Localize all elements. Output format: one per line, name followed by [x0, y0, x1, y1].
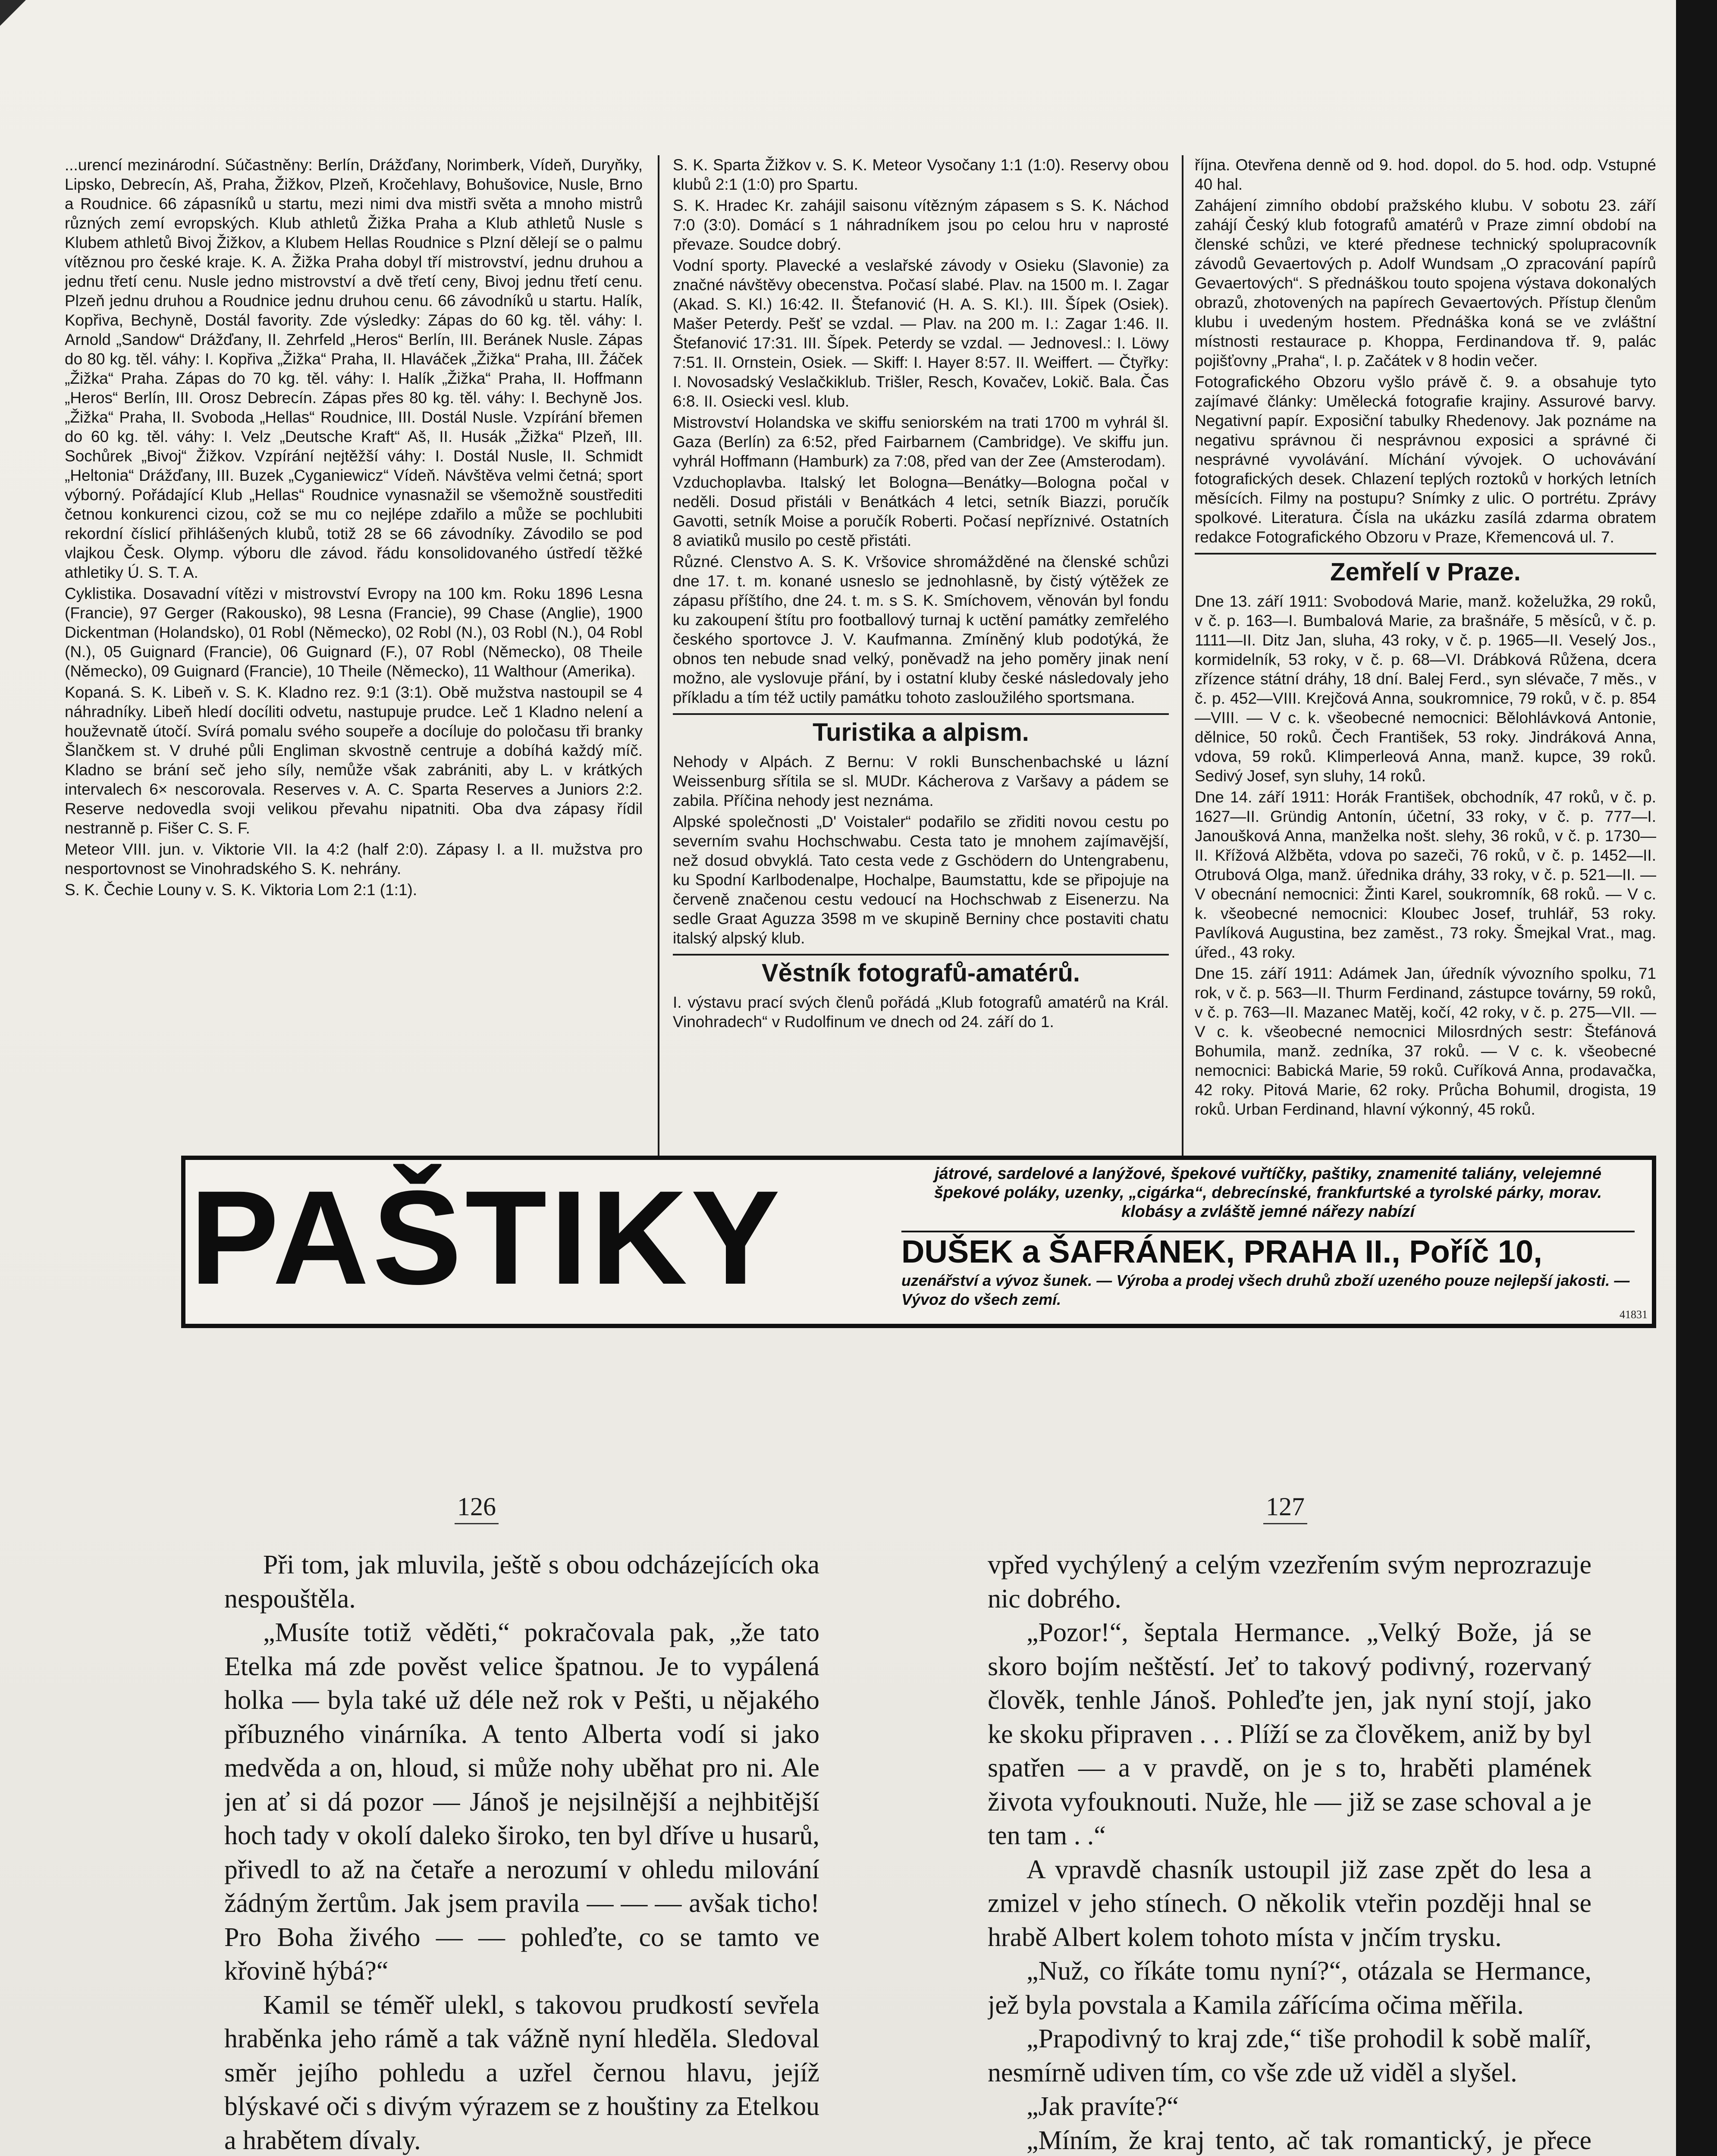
page-number-left: 126 [457, 1492, 496, 1521]
newspaper-column-2 [673, 155, 1169, 1199]
book-page-left [224, 1548, 819, 2156]
book-left-p1: „Musíte totiž věděti,“ pokračovala pak, „že tato Etelka má zde pověst velice špatnou. Je to vypálená holka — byla také už déle než rok v Pešti, u nějakého příbuzného vinárníka. A tento Alberta vodí si jako medvěda a on, hloud, si může nohy uběhat pro ni. Ale jen ať si dá pozor — Jánoš je nejsilnější a nejhbitější hoch tady v okolí daleko široko, ten byl dříve u husarů, přivedl to až na četaře a nerozumí v ohledu milování žádným žertům. Jak jsem pravila — — — avšak ticho! Pro Boha živého — — pohleďte, co se tamto ve křovině hýbá?“ [224, 1618, 819, 1986]
np-c1-p1: Cyklistika. Dosavadní vítězi v mistrovství Evropy na 100 km. Roku 1896 Lesna (Francie), 97 Gerger (Rakousko), 98 Lesna (Francie), 99 Chase (Anglie), 1900 Dickentman (Holandsko), 01 Robl (Německo), 02 Robl (N.), 03 Robl (N.), 04 Robl (N.), 05 Guignard (Francie), 06 Guignard (F.), 07 Robl (Německo), 08 Theile (Německo), 09 Guignard (Francie), 10 Theile (Německo), 11 Walthour (Amerika). [65, 585, 643, 680]
ad-product-list: játrové, sardelové a lanýžové, špekové vuřtíčky, paštiky, znamenité taliány, velejemné špekové poláky, uzenky, „cigárka“, debrecínské, frankfurtské a tyrolské párky, morav. klobásy a zvláště jemné nářezy nabízí [934, 1165, 1602, 1221]
np-c2-h2-p0: I. výstavu prací svých členů pořádá „Klub fotografů amatérů na Král. Vinohradech“ v Rudolfinum ve dnech od 24. září do 1. [673, 993, 1169, 1031]
book-right-p4: „Prapodivný to kraj zde,“ tiše prohodil k sobě malíř, nesmírně udiven tím, co vše zde už viděl a slyšel. [988, 2024, 1591, 2087]
section-heading-zemreli: Zemřelí v Praze. [1195, 553, 1656, 587]
column-rule-1 [658, 155, 659, 1199]
section-heading-vestnik: Věstník fotografů-amatérů. [673, 954, 1169, 988]
book-left-p0: Při tom, jak mluvila, ještě s obou odcházejících oka nespouštěla. [224, 1550, 819, 1614]
np-c3-h-p2: Dne 15. září 1911: Adámek Jan, úředník vývozního spolku, 71 rok, v č. p. 563—II. Thurm Ferdinand, zástupce továrny, 59 roků, v č. p. 763—II. Mazanec Matěj, kočí, 42 roky, v č. p. 275—VII. — V c. k. všeobecné nemocnici Milosrdných sestr: Štefánová Bohumila, manž. zedníka, 37 roků. — V c. k. všeobecné nemocnici: Babická Marie, 59 roků. Cuříková Anna, prodavačka, 42 roky. Pitová Marie, 62 roky. Průcha Bohumil, drogista, 19 roků. Urban Ferdinand, hlavní výkonný, 45 roků. [1195, 965, 1656, 1118]
newspaper-column-1 [65, 155, 643, 1199]
np-c2-p1: S. K. Hradec Kr. zahájil saisonu vítězným zápasem s S. K. Náchod 7:0 (3:0). Domácí s 1 náhradníkem jsou po celou hru v naprosté převaze. Soudce dobrý. [673, 197, 1169, 253]
newspaper-column-3 [1195, 155, 1656, 1199]
book-right-p6: „Míním, že kraj tento, ač tak romantický, je přece [1026, 2125, 1591, 2155]
np-c1-p3: Meteor VIII. jun. v. Viktorie VII. Ia 4:2 (half 2:0). Zápasy I. a II. mužstva pro nesportovnost se Vinohradského S. K. nehrány. [65, 840, 643, 877]
np-c1-p4: S. K. Čechie Louny v. S. K. Viktoria Lom 2:1 (1:1). [65, 881, 417, 899]
book-right-p5: „Jak pravíte?“ [1026, 2092, 1179, 2121]
np-c3-p1: Zahájení zimního období pražského klubu. V sobotu 23. září zahájí Český klub fotografů amatérů v Praze zimní období na členské schůzi, ve které přednese technický spolupracovník závodů Gevaertových p. Adolf Wundsam „O zpracování papírů Gevaertových“. S přednáškou touto spojena výstava dokonalých obrazů, zhotovených na papírech Gevaertových. Přístup členům klubu i uvedeným hostem. Přednáška koná se ve zvláštní místnosti restaurace p. Khoppa, Ferdinandova tř. 9, palác pojišťovny „Praha“, I. p. Začátek v 8 hodin večer. [1195, 197, 1656, 370]
scanner-border [1676, 0, 1717, 2156]
ad-firm-name: DUŠEK a ŠAFRÁNEK, PRAHA II., Poříč 10, [901, 1231, 1635, 1271]
np-c1-p2: Kopaná. S. K. Libeň v. S. K. Kladno rez. 9:1 (3:1). Obě mužstva nastoupil se 4 náhradníky. Libeň hledí docíliti odvetu, nastupuje prudce. Leč 1 Kladno nelení a houževnatě útočí. Svírá pomalu svého soupeře a docíluje do poločasu tři branky Šlančkem st. V druhé půli Engliman skvostně centruje a dobíhá každý míč. Kladno se brání seč jeho síly, nemůže však zabrániti, aby L. v krátkých intervalech 6× nescorovala. Reserves v. A. C. Sparta Reserves a Juniors 2:2. Reserve nedovedla svoji velikou převahu nipatniti. Oba dva zápasy řídil nestranně p. Fišer C. S. F. [65, 683, 643, 837]
book-right-p2: A vpravdě chasník ustoupil již zase zpět do lesa a zmizel v jeho stínech. O několik vteřin později hnal se hrabě Albert kolem tohoto místa v jnčím trysku. [988, 1855, 1591, 1952]
np-c2-p4: Vzduchoplavba. Italský let Bologna—Benátky—Bologna počal v neděli. Dosud přistáli v Benátkách 4 letci, setník Biazzi, poručík Gavotti, setník Moise a poručík Roberti. Počasí nepříznivé. Ostatních 8 aviatiků musilo po cestě přistáti. [673, 473, 1169, 549]
np-c2-p5: Různé. Clenstvo A. S. K. Vršovice shromážděné na členské schůzi dne 17. t. m. konané usneslo se jednohlasně, by čistý výtěžek ze zápasu příštího, dne 24. t. m. s S. K. Smíchovem, věnován byl fondu ku zakoupení štítu pro footballový turnaj k uctění památky zemřelého českého sportovce J. V. Kaufmanna. Zmíněný klub podotýká, že obnos ten nebude snad velký, poněvadž na jeho poměry jinak není možno, ale vyslovuje přání, by i ostatní kluby české následovaly jeho příkladu a tím též uctily památku tohoto zasloužilého sportsmana. [673, 553, 1169, 706]
book-right-p0: vpřed vychýlený a celým vzezřením svým neprozrazuje nic dobrého. [988, 1550, 1591, 1614]
np-c2-h1-p1: Alpské společnosti „D' Voistaler“ podařilo se zřiditi novou cestu po severním svahu Hochschwabu. Cesta tato je mnohem zajímavější, než dosud obvyklá. Tato cesta vede z Gschödern do Untengrabenu, ku Spodní Karlbodenalpe, Hochalpe, Baumstattu, kde se připojuje na červeně značenou cestu vedoucí na Hochschwab z Eisenerzu. Na sedle Graat Aguzza 3598 m ve skupině Berniny chce postaviti chatu italský alpský klub. [673, 813, 1169, 947]
section-heading-turistika: Turistika a alpism. [673, 713, 1169, 748]
ad-text-block [901, 1164, 1635, 1315]
column-rule-2 [1182, 155, 1183, 1199]
np-c3-p0: října. Otevřena denně od 9. hod. dopol. do 5. hod. odp. Vstupné 40 hal. [1195, 156, 1656, 193]
book-left-p2: Kamil se téměř ulekl, s takovou prudkostí sevřela hraběnka jeho rámě a tak vážně nyní hleděla. Sledoval směr jejího pohledu a uzřel černou hlavu, jejíž blýskavé oči s divým výrazem se z houštiny za Etelkou a hrabětem dívaly. [224, 1990, 819, 2155]
ad-firm-description: uzenářství a vývoz šunek. — Výroba a prodej všech druhů zboží uzeného pouze nejlepší jakosti. — Vývoz do všech zemí. [901, 1272, 1630, 1308]
ad-number: 41831 [1620, 1308, 1648, 1321]
np-c2-p0: S. K. Sparta Žižkov v. S. K. Meteor Vysočany 1:1 (1:0). Reservy obou klubů 2:1 (1:0) pro Spartu. [673, 156, 1169, 193]
np-c3-h-p0: Dne 13. září 1911: Svobodová Marie, manž. koželužka, 29 roků, v č. p. 163—I. Bumbalová Marie, za brašnáře, 5 měsíců, v č. p. 1111—II. Ditz Jan, sluha, 43 roky, v č. p. 1965—II. Veselý Jos., kormidelník, 53 roky, v č. p. 68—VI. Drábková Růžena, dcera zřízence státní dráhy, 18 dní. Balej Ferd., syn slévače, 7 měs., v č. p. 452—VIII. Krejčová Anna, soukromnice, 79 roků, v č. p. 854—VIII. — V c. k. všeobecné nemocnici: Bělohlávková Antonie, dělnice, 50 roků. Čech František, 53 roky. Jindráková Anna, vdova, 59 roků. Klimperleová Anna, manž. kupce, 39 roků. Sedivý Josef, syn sluhy, 14 roků. [1195, 592, 1656, 785]
np-c2-h1-p0: Nehody v Alpách. Z Bernu: V rokli Bunschenbachské u lázní Weissenburg sřítila se sl. MUDr. Kácherova z Varšavy a pádem se zabila. Příčina nehody jest neznáma. [673, 753, 1169, 809]
book-right-p3: „Nuž, co říkáte tomu nyní?“, otázala se Hermance, jež byla povstala a Kamila zářícíma očima měřila. [988, 1956, 1591, 2020]
np-c3-p2: Fotografického Obzoru vyšlo právě č. 9. a obsahuje tyto zajímavé články: Umělecká fotografie krajiny. Assurové barvy. Negativní papír. Exposiční tabulky Rhedenovy. Jak poznáme na negativu správnou či nesprávnou exposici a správné či nesprávné vyvolávání. Míchání vývojek. O uchovávání fotografických desek. Chlazení teplých roztoků v horkých letních měsících. Filmy na postupu? Snímky z ulic. O portrétu. Zprávy spolkové. Literatura. Čísla na ukázku zasílá zdarma obratem redakce Fotografického Obzoru v Praze, Křemencová ul. 7. [1195, 373, 1656, 546]
np-c2-p3: Mistrovství Holandska ve skiffu seniorském na trati 1700 m vyhrál šl. Gaza (Berlín) za 6:52, před Fairbarnem (Cambridge). Ve skiffu jun. vyhrál Hoffmann (Hamburk) za 7:08, před van der Zee (Amsterodam). [673, 414, 1169, 470]
book-right-p1: „Pozor!“, šeptala Hermance. „Velký Bože, já se skoro bojím neštěstí. Jeť to takový podivný, rozervaný člověk, tenhle Jánoš. Pohleďte jen, jak nyní stojí, jako ke skoku připraven . . . Plíží se za člověkem, aniž by byl spatřen — a v pravdě, on je s to, hraběti plamének života vyfouknouti. Nuže, hle — již se zase schoval a je ten tam . .“ [988, 1618, 1591, 1850]
book-page-right [988, 1548, 1591, 2156]
page-number-right: 127 [1266, 1492, 1305, 1521]
np-c2-p2: Vodní sporty. Plavecké a veslařské závody v Osieku (Slavonie) za značné návštěvy obecenstva. Počasí slabé. Plav. na 1500 m. I. Zagar (Akad. S. Kl.) 16:42. II. Štefanović (H. A. S. Kl.). III. Šípek (Osiek). Mašer Peterdy. Pešť se vzdal. — Plav. na 200 m. I.: Zagar 1:46. II. Štefanović 17:31. III. Šípek. Peterdy se vzdal. — Jednovesl.: I. Löwy 7:51. II. Ornstein, Osiek. — Skiff: I. Hayer 8:57. II. Weiffert. — Čtyřky: I. Novosadský Veslačkiklub. Trišler, Resch, Kovačev, Lokič. Bala. Čas 6:8. II. Osiecki vesl. klub. [673, 257, 1169, 410]
ad-headline: PAŠTIKY [190, 1163, 784, 1312]
newspaper-clipping [65, 108, 1660, 1186]
np-c3-h-p1: Dne 14. září 1911: Horák František, obchodník, 47 roků, v č. p. 1627—II. Gründig Antonín, účetní, 33 roky, v č. p. 777—I. Janoušková Anna, manželka nošt. slehy, 36 roků, v č. p. 1730—II. Křížová Alžběta, vdova po sazeči, 76 roků, v č. p. 1452—II. Otrubová Olga, manž. úřednika dráhy, 33 roky, v č. p. 521—II. — V obecnání nemocnici: Žinti Karel, soukromník, 68 roků. — V c. k. všeobecné nemocnici: Kloubec Josef, truhlář, 53 roky. Pavlíková Augustina, bez zaměst., 73 roky. Šmejkal Vrat., mag. úřed., 43 roky. [1195, 788, 1656, 961]
np-c1-p0: ...urencí mezinárodní. Súčastněny: Berlín, Drážďany, Norimberk, Vídeň, Duryňky, Lipsko, Debrecín, Aš, Praha, Žižkov, Plzeň, Kročehlavy, Bohušovice, Nusle, Brno a Roudnice. 66 zápasníků u startu, mezi nimi dva mistři světa a mnoho mistrů různých zemí evropských. Klub athletů Žižka Praha a Klub athletů Nusle s Klubem athletů Bivoj Žižkov, a Klubem Hellas Roudnice s Plzní dělejí se o palmu vítěznou pro české kraje. K. A. Žižka Praha dobyl tří mistrovství, jednu druhou a jednu třetí cenu. Nusle jedno mistrovství a dvě třetí ceny, Bivoj jednu třetí cenu. Plzeň jednu druhou a Roudnice jednu druhou cenu. 66 závodníků u startu. Halík, Kopřiva, Bechyně, Dostál favority. Zde výsledky: Zápas do 60 kg. těl. váhy: I. Arnold „Sandow“ Drážďany, II. Zehrfeld „Heros“ Berlín, III. Beránek Nusle. Zápas do 80 kg. těl. váhy: I. Kopřiva „Žižka“ Praha, II. Hlaváček „Žižka“ Praha, III. Žáček „Žižka“ Praha. Zápas do 70 kg. těl. váhy: I. Halík „Žižka“ Praha, II. Hoffmann „Heros“ Berlín, III. Orosz Debrecín. Zápas přes 80 kg. těl. váhy: I. Bechyně Jos. „Žižka“ Praha, II. Svoboda „Hellas“ Roudnice, III. Dostál Nusle. Vzpírání břemen do 60 kg. těl. váhy: I. Velz „Deutsche Kraft“ Aš, II. Husák „Žižka“ Plzeň, III. Sochůrek „Bivoj“ Žižkov. Vzpírání nejtěžší váhy: I. Dostál Nusle, II. Schmidt „Heltonia“ Drážďany, III. Buzek „Cyganiewicz“ Vídeň. Návštěva velmi četná; sport výborný. Pořádající Klub „Hellas“ Roudnice vynasnažil se všemožně soustřediti četnou konkurenci cizou, což se mu co nejlépe zdařilo a může se pochlubiti rekordní číslicí přihlášených klubů, totiž 28 se 66 závodníky. Závodilo se pod vlajkou Česk. Olymp. výboru dle závod. řádu konsolidovaného ústředí těžké athletiky Ú. S. T. A. [65, 156, 643, 581]
pastiky-advertisement [181, 1156, 1656, 1328]
